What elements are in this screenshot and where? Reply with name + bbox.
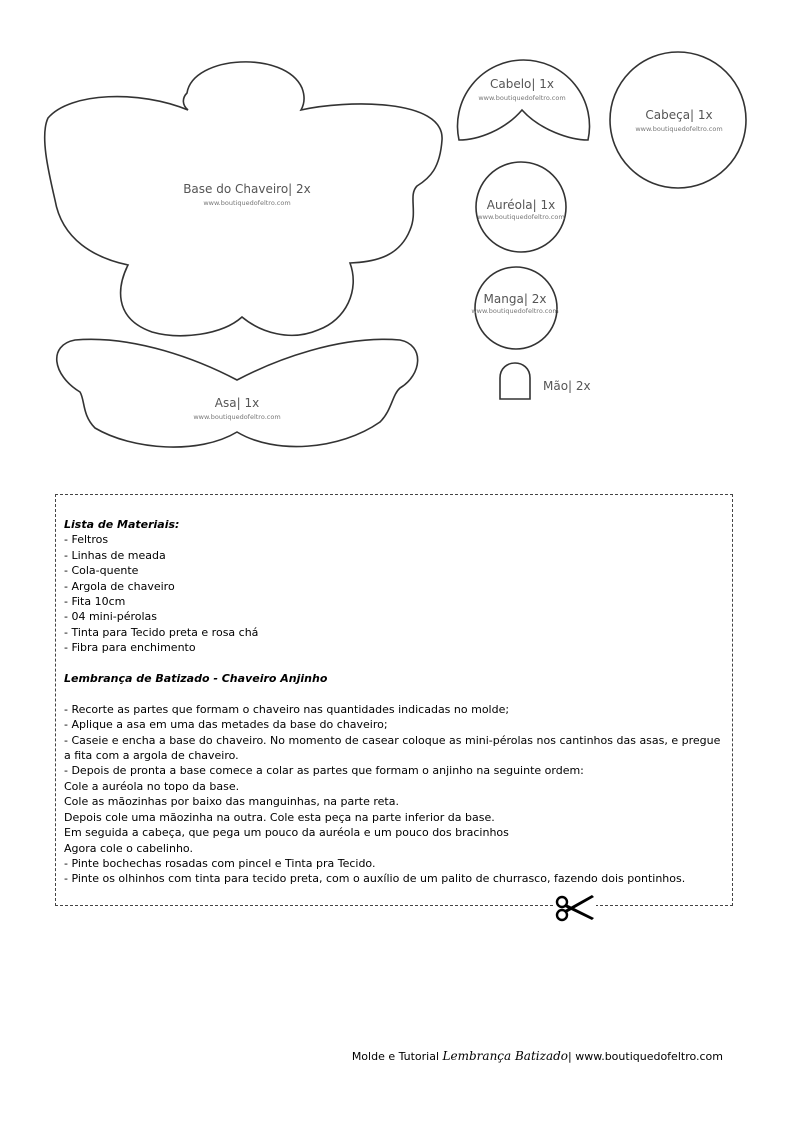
material-item: - Argola de chaveiro <box>64 579 175 593</box>
footer-site: | www.boutiquedofeltro.com <box>568 1050 723 1063</box>
cabeca-url: www.boutiquedofeltro.com <box>635 125 723 133</box>
material-item: - Fibra para enchimento <box>64 641 196 655</box>
cabeca-piece <box>610 52 746 188</box>
mao-label: Mão| 2x <box>543 379 591 393</box>
aureola-label: Auréola| 1x <box>486 198 556 212</box>
tutorial-step: - Caseie e encha a base do chaveiro. No momento de casear coloque as mini-pérolas nos cantinhos das asas, e pregue a fita com a argola de chaveiro. <box>64 733 721 763</box>
scissors-icon <box>554 893 596 923</box>
template-pieces <box>0 0 794 480</box>
footer-prefix: Molde e Tutorial <box>351 1050 440 1063</box>
asa-piece <box>57 339 418 447</box>
tutorial-step: Depois cole uma mãozinha na outra. Cole esta peça na parte inferior da base. <box>64 810 495 824</box>
cabelo-label: Cabelo| 1x <box>489 77 555 91</box>
materials-heading: Lista de Materiais: <box>64 518 180 531</box>
instructions-text <box>64 517 729 887</box>
asa-label: Asa| 1x <box>214 396 260 410</box>
tutorial-step: Agora cole o cabelinho. <box>64 841 193 855</box>
aureola-piece <box>476 162 566 252</box>
tutorial-step: - Pinte os olhinhos com tinta para tecido preta, com o auxílio de um palito de churrasco, fazendo dois pontinhos. <box>64 872 686 886</box>
mao-shape <box>500 363 530 399</box>
tutorial-step: Em seguida a cabeça, que pega um pouco da auréola e um pouco dos bracinhos <box>64 826 509 840</box>
spacer <box>64 656 729 671</box>
material-item: - Linhas de meada <box>64 548 166 562</box>
materials-list <box>64 532 729 655</box>
tutorial-step: Cole as mãozinhas por baixo das manguinhas, na parte reta. <box>64 795 399 809</box>
tutorial-step: - Depois de pronta a base comece a colar as partes que formam o anjinho na seguinte ordem: <box>64 764 584 778</box>
tutorial-heading: Lembrança de Batizado - Chaveiro Anjinho <box>64 672 328 686</box>
manga-label: Manga| 2x <box>483 292 547 306</box>
cabelo-url: www.boutiquedofeltro.com <box>478 94 566 102</box>
material-item: - Cola-quente <box>64 564 139 578</box>
material-item: - Tinta para Tecido preta e rosa chá <box>64 625 259 639</box>
manga-piece <box>471 267 558 349</box>
tutorial-steps <box>64 702 729 887</box>
aureola-url: www.boutiquedofeltro.com <box>477 213 565 221</box>
material-item: - Fita 10cm <box>64 595 126 609</box>
footer-title: Lembrança Batizado <box>442 1049 569 1063</box>
manga-url: www.boutiquedofeltro.com <box>471 307 559 315</box>
asa-shape <box>57 339 418 447</box>
material-item: - Feltros <box>64 533 109 547</box>
base-do-chaveiro-piece <box>45 62 442 336</box>
base-do-chaveiro-url: www.boutiquedofeltro.com <box>203 199 291 207</box>
tutorial-step: - Aplique a asa em uma das metades da base do chaveiro; <box>64 718 388 732</box>
footer <box>0 1049 723 1063</box>
material-item: - 04 mini-pérolas <box>64 610 158 624</box>
tutorial-step: - Pinte bochechas rosadas com pincel e Tinta pra Tecido. <box>64 856 376 870</box>
asa-url: www.boutiquedofeltro.com <box>193 413 281 421</box>
cabelo-piece <box>457 60 589 140</box>
tutorial-step: Cole a auréola no topo da base. <box>64 779 240 793</box>
mao-piece <box>500 363 591 399</box>
tutorial-step: - Recorte as partes que formam o chaveiro nas quantidades indicadas no molde; <box>64 702 510 716</box>
cabeca-label: Cabeça| 1x <box>645 108 713 122</box>
base-do-chaveiro-label: Base do Chaveiro| 2x <box>183 182 311 196</box>
spacer <box>64 686 729 701</box>
